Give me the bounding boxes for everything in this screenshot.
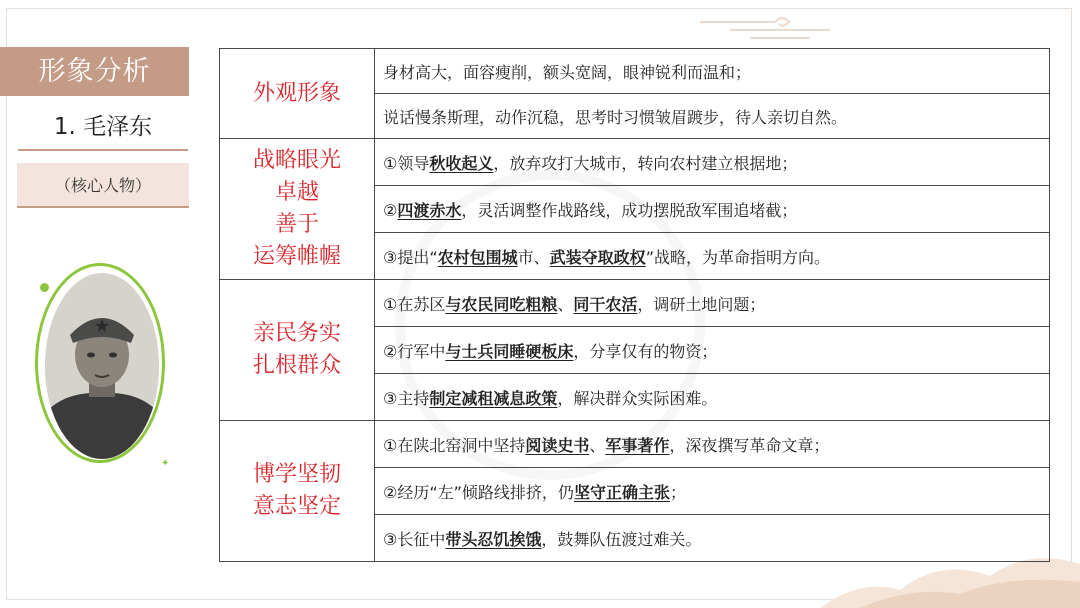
section-title: 形象分析 bbox=[0, 47, 189, 96]
description-cell bbox=[375, 421, 1050, 468]
description-text: ，灵活调整作战路线，成功摆脱敌军围追堵截； bbox=[461, 200, 798, 220]
category-label-line: 善于 bbox=[274, 212, 319, 237]
description-cell bbox=[375, 139, 1050, 186]
category-label-line: 意志坚定 bbox=[252, 494, 341, 519]
category-cell bbox=[220, 139, 375, 280]
category-cell bbox=[220, 49, 375, 139]
description-text: ，放弃攻打大城市，转向农村建立根据地； bbox=[493, 153, 798, 173]
keyword-text: 同干农活 bbox=[573, 294, 638, 314]
description-cell bbox=[375, 327, 1050, 374]
category-label-line: 博学坚韧 bbox=[252, 462, 341, 487]
description-cell bbox=[375, 374, 1050, 421]
category-cell bbox=[220, 280, 375, 421]
sparkle-icon: ✦ bbox=[161, 458, 170, 469]
role-label: （核心人物） bbox=[17, 163, 189, 208]
portrait bbox=[35, 263, 175, 468]
description-text: ，解决群众实际困难。 bbox=[557, 388, 718, 408]
keyword-text: 秋收起义 bbox=[429, 153, 494, 173]
description-cell bbox=[375, 94, 1050, 139]
person-name: 1. 毛泽东 bbox=[18, 105, 188, 151]
description-text: ，调研土地问题； bbox=[637, 294, 766, 314]
category-label-line: 亲民务实 bbox=[252, 321, 341, 346]
description-text: ”战略，为革命指明方向。 bbox=[645, 247, 830, 267]
keyword-text: 与士兵同睡硬板床 bbox=[445, 341, 574, 361]
description-text: ③长征中 bbox=[383, 529, 446, 549]
description-text: 身材高大，面容瘦削，额头宽阔，眼神锐利而温和； bbox=[383, 62, 752, 82]
table-row bbox=[220, 139, 1050, 186]
description-text: ； bbox=[669, 482, 686, 502]
description-cell bbox=[375, 515, 1050, 562]
description-text: ，分享仅有的物资； bbox=[573, 341, 718, 361]
description-text: ② bbox=[383, 200, 398, 220]
category-cell bbox=[220, 421, 375, 562]
description-text: ②行军中 bbox=[383, 341, 446, 361]
category-label-line: 扎根群众 bbox=[252, 353, 341, 378]
category-label-line: 外观形象 bbox=[252, 80, 341, 106]
description-text: ②经历“左”倾路线排挤，仍 bbox=[383, 482, 574, 502]
table-row bbox=[220, 421, 1050, 468]
keyword-text: 阅读史书 bbox=[525, 435, 590, 455]
description-text: ①在陕北窑洞中坚持 bbox=[383, 435, 526, 455]
decorative-lines-top bbox=[690, 8, 840, 48]
table-row bbox=[220, 280, 1050, 327]
description-text: 、 bbox=[589, 435, 606, 455]
description-cell bbox=[375, 49, 1050, 94]
keyword-text: 带头忍饥挨饿 bbox=[445, 529, 542, 549]
keyword-text: 武装夺取政权 bbox=[549, 247, 646, 267]
description-text: ，深夜撰写革命文章； bbox=[669, 435, 830, 455]
keyword-text: 制定减租减息政策 bbox=[429, 388, 558, 408]
portrait-photo bbox=[45, 273, 159, 459]
category-label-line: 运筹帷幄 bbox=[252, 244, 341, 269]
category-label-line: 战略眼光 bbox=[252, 148, 341, 173]
keyword-text: 军事著作 bbox=[605, 435, 670, 455]
analysis-table bbox=[219, 48, 1050, 562]
description-text: 、 bbox=[557, 294, 574, 314]
description-cell bbox=[375, 280, 1050, 327]
description-cell bbox=[375, 468, 1050, 515]
category-label-line: 卓越 bbox=[274, 180, 319, 205]
keyword-text: 四渡赤水 bbox=[397, 200, 462, 220]
description-text: ①在苏区 bbox=[383, 294, 446, 314]
description-text: ①领导 bbox=[383, 153, 430, 173]
description-text: ，鼓舞队伍渡过难关。 bbox=[541, 529, 702, 549]
description-text: ③主持 bbox=[383, 388, 430, 408]
description-cell bbox=[375, 186, 1050, 233]
description-text: ③提出“ bbox=[383, 247, 438, 267]
keyword-text: 与农民同吃粗粮 bbox=[445, 294, 558, 314]
keyword-text: 坚守正确主张 bbox=[573, 482, 670, 502]
table-row bbox=[220, 49, 1050, 94]
ring-dot bbox=[40, 283, 49, 292]
description-cell bbox=[375, 233, 1050, 280]
description-text: 市、 bbox=[517, 247, 550, 267]
description-text: 说话慢条斯理，动作沉稳，思考时习惯皱眉踱步，待人亲切自然。 bbox=[383, 107, 848, 127]
keyword-text: 农村包围城 bbox=[437, 247, 518, 267]
person-silhouette-icon bbox=[45, 273, 159, 459]
